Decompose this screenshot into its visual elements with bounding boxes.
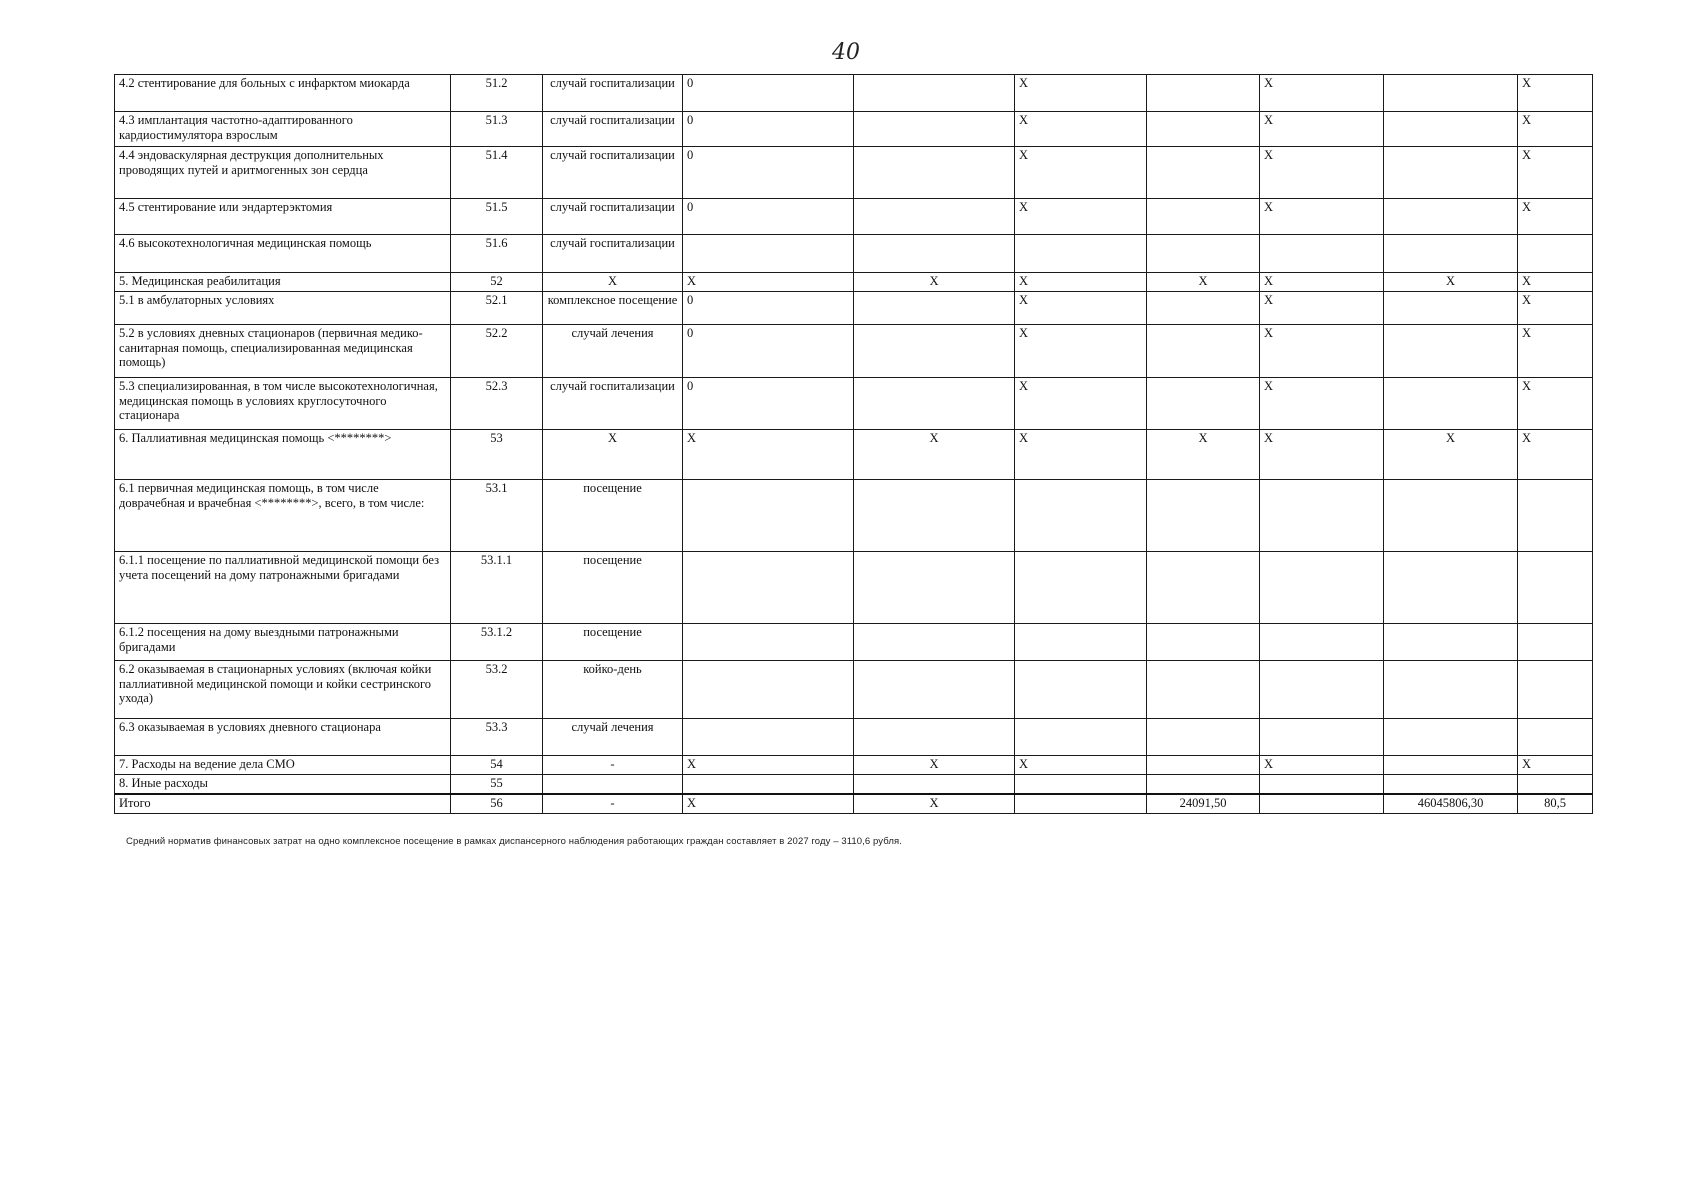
cell-col-6: X [1015, 378, 1147, 430]
row-name: 4.4 эндоваскулярная деструкция дополнительных проводящих путей и аритмогенных зон сердца [115, 147, 451, 199]
row-name: 5.2 в условиях дневных стационаров (первичная медико-санитарная помощь, специализированная медицинская помощь) [115, 325, 451, 378]
cell-col-5 [854, 480, 1015, 552]
table-row [115, 552, 1593, 624]
cell-col-10 [1518, 661, 1593, 719]
row-unit: посещение [543, 552, 683, 624]
cell-col-10 [1518, 775, 1593, 794]
cell-col-10: X [1518, 292, 1593, 325]
cell-col-5 [854, 292, 1015, 325]
cell-col-8 [1260, 775, 1384, 794]
table-row [115, 661, 1593, 719]
cell-col-9: 46045806,30 [1384, 794, 1518, 814]
cell-col-8: X [1260, 325, 1384, 378]
cell-col-7 [1147, 292, 1260, 325]
cell-col-7 [1147, 75, 1260, 112]
cell-col-10: X [1518, 199, 1593, 235]
cell-col-8: X [1260, 75, 1384, 112]
row-unit: комплексное посещение [543, 292, 683, 325]
cell-col-10 [1518, 480, 1593, 552]
row-name: 8. Иные расходы [115, 775, 451, 794]
cell-col-4 [683, 775, 854, 794]
footnote: Средний норматив финансовых затрат на одно комплексное посещение в рамках диспансерного наблюдения работающих граждан составляет в 2027 году – 3110,6 рубля. [126, 836, 902, 847]
cell-col-4 [683, 661, 854, 719]
cell-col-5: X [854, 794, 1015, 814]
cell-col-6: X [1015, 292, 1147, 325]
row-code: 51.5 [451, 199, 543, 235]
row-code: 51.3 [451, 112, 543, 147]
cell-col-7 [1147, 378, 1260, 430]
cell-col-5 [854, 719, 1015, 756]
cell-col-5 [854, 378, 1015, 430]
table-row [115, 624, 1593, 661]
cell-col-4: 0 [683, 199, 854, 235]
cell-col-8: X [1260, 378, 1384, 430]
cell-col-5: X [854, 756, 1015, 775]
cell-col-6 [1015, 480, 1147, 552]
cell-col-9 [1384, 112, 1518, 147]
table-row [115, 719, 1593, 756]
cell-col-6 [1015, 552, 1147, 624]
financing-norms-table [114, 74, 1593, 814]
row-unit: случай госпитализации [543, 75, 683, 112]
cell-col-10: X [1518, 756, 1593, 775]
cell-col-4: 0 [683, 112, 854, 147]
cell-col-7 [1147, 756, 1260, 775]
table-row [115, 273, 1593, 292]
table-row [115, 794, 1593, 814]
cell-col-6 [1015, 775, 1147, 794]
cell-col-6: X [1015, 147, 1147, 199]
cell-col-8 [1260, 719, 1384, 756]
cell-col-8 [1260, 661, 1384, 719]
cell-col-10: X [1518, 430, 1593, 480]
row-unit: посещение [543, 624, 683, 661]
cell-col-4: X [683, 430, 854, 480]
cell-col-4 [683, 719, 854, 756]
cell-col-6: X [1015, 112, 1147, 147]
table-row [115, 112, 1593, 147]
cell-col-9 [1384, 661, 1518, 719]
cell-col-4 [683, 552, 854, 624]
cell-col-6: X [1015, 325, 1147, 378]
cell-col-5 [854, 112, 1015, 147]
cell-col-9 [1384, 552, 1518, 624]
cell-col-6 [1015, 661, 1147, 719]
cell-col-5: X [854, 430, 1015, 480]
cell-col-4: X [683, 794, 854, 814]
row-name: 5. Медицинская реабилитация [115, 273, 451, 292]
cell-col-10: X [1518, 273, 1593, 292]
row-code: 53.1.1 [451, 552, 543, 624]
cell-col-10 [1518, 552, 1593, 624]
cell-col-7 [1147, 719, 1260, 756]
row-name: 4.3 имплантация частотно-адаптированного кардиостимулятора взрослым [115, 112, 451, 147]
row-name: 4.2 стентирование для больных с инфарктом миокарда [115, 75, 451, 112]
row-name: 6. Паллиативная медицинская помощь <********> [115, 430, 451, 480]
table-row [115, 199, 1593, 235]
row-name: 6.2 оказываемая в стационарных условиях (включая койки паллиативной медицинской помощи и койки сестринского ухода) [115, 661, 451, 719]
cell-col-4: X [683, 273, 854, 292]
row-unit: посещение [543, 480, 683, 552]
cell-col-7 [1147, 661, 1260, 719]
cell-col-10: X [1518, 147, 1593, 199]
cell-col-7: X [1147, 430, 1260, 480]
cell-col-10: 80,5 [1518, 794, 1593, 814]
row-name: 6.1.1 посещение по паллиативной медицинской помощи без учета посещений на дому патронажными бригадами [115, 552, 451, 624]
cell-col-5 [854, 199, 1015, 235]
cell-col-10: X [1518, 112, 1593, 147]
table-row [115, 325, 1593, 378]
row-unit: койко-день [543, 661, 683, 719]
cell-col-5 [854, 235, 1015, 273]
row-unit: случай госпитализации [543, 199, 683, 235]
row-unit: случай госпитализации [543, 147, 683, 199]
row-code: 51.2 [451, 75, 543, 112]
row-name: 6.1 первичная медицинская помощь, в том числе доврачебная и врачебная <********>, всего, в том числе: [115, 480, 451, 552]
row-code: 52 [451, 273, 543, 292]
table-row [115, 775, 1593, 794]
cell-col-6 [1015, 794, 1147, 814]
cell-col-7: 24091,50 [1147, 794, 1260, 814]
cell-col-9 [1384, 199, 1518, 235]
row-unit: случай госпитализации [543, 235, 683, 273]
row-unit: случай госпитализации [543, 112, 683, 147]
cell-col-5 [854, 325, 1015, 378]
table-row [115, 430, 1593, 480]
cell-col-9 [1384, 719, 1518, 756]
row-name: 6.3 оказываемая в условиях дневного стационара [115, 719, 451, 756]
cell-col-5 [854, 775, 1015, 794]
row-name: 7. Расходы на ведение дела СМО [115, 756, 451, 775]
row-unit: случай лечения [543, 719, 683, 756]
row-code: 56 [451, 794, 543, 814]
cell-col-5 [854, 147, 1015, 199]
cell-col-7 [1147, 325, 1260, 378]
row-code: 52.1 [451, 292, 543, 325]
cell-col-5 [854, 75, 1015, 112]
cell-col-5 [854, 661, 1015, 719]
table-row [115, 235, 1593, 273]
cell-col-9 [1384, 147, 1518, 199]
cell-col-8: X [1260, 430, 1384, 480]
row-name: 6.1.2 посещения на дому выездными патронажными бригадами [115, 624, 451, 661]
row-code: 53.2 [451, 661, 543, 719]
row-code: 52.2 [451, 325, 543, 378]
cell-col-8 [1260, 624, 1384, 661]
cell-col-8: X [1260, 292, 1384, 325]
row-code: 55 [451, 775, 543, 794]
table-row [115, 378, 1593, 430]
cell-col-4: 0 [683, 292, 854, 325]
cell-col-8 [1260, 794, 1384, 814]
cell-col-8 [1260, 235, 1384, 273]
cell-col-7 [1147, 112, 1260, 147]
row-code: 53.3 [451, 719, 543, 756]
row-name: Итого [115, 794, 451, 814]
cell-col-7 [1147, 552, 1260, 624]
cell-col-8 [1260, 480, 1384, 552]
cell-col-4: 0 [683, 147, 854, 199]
row-unit: X [543, 273, 683, 292]
row-unit: - [543, 794, 683, 814]
cell-col-9: X [1384, 430, 1518, 480]
row-name: 5.1 в амбулаторных условиях [115, 292, 451, 325]
cell-col-7 [1147, 480, 1260, 552]
cell-col-7 [1147, 199, 1260, 235]
cell-col-6: X [1015, 756, 1147, 775]
cell-col-9 [1384, 480, 1518, 552]
page-number: 40 [832, 40, 860, 65]
row-unit: случай лечения [543, 325, 683, 378]
row-unit [543, 775, 683, 794]
cell-col-9 [1384, 325, 1518, 378]
cell-col-10: X [1518, 325, 1593, 378]
cell-col-6: X [1015, 430, 1147, 480]
cell-col-4 [683, 235, 854, 273]
row-code: 53.1 [451, 480, 543, 552]
row-name: 4.5 стентирование или эндартерэктомия [115, 199, 451, 235]
cell-col-9 [1384, 756, 1518, 775]
cell-col-4: 0 [683, 75, 854, 112]
row-code: 53.1.2 [451, 624, 543, 661]
cell-col-7 [1147, 235, 1260, 273]
cell-col-9 [1384, 292, 1518, 325]
cell-col-5: X [854, 273, 1015, 292]
cell-col-10 [1518, 719, 1593, 756]
row-name: 4.6 высокотехнологичная медицинская помощь [115, 235, 451, 273]
cell-col-6: X [1015, 75, 1147, 112]
cell-col-5 [854, 624, 1015, 661]
cell-col-4 [683, 480, 854, 552]
row-code: 53 [451, 430, 543, 480]
cell-col-10 [1518, 624, 1593, 661]
cell-col-4 [683, 624, 854, 661]
row-name: 5.3 специализированная, в том числе высокотехнологичная, медицинская помощь в условиях круглосуточного стационара [115, 378, 451, 430]
row-unit: случай госпитализации [543, 378, 683, 430]
cell-col-8: X [1260, 199, 1384, 235]
row-unit: - [543, 756, 683, 775]
cell-col-8: X [1260, 756, 1384, 775]
cell-col-6 [1015, 624, 1147, 661]
cell-col-9 [1384, 75, 1518, 112]
row-code: 52.3 [451, 378, 543, 430]
cell-col-8 [1260, 552, 1384, 624]
cell-col-6: X [1015, 199, 1147, 235]
table-row [115, 480, 1593, 552]
cell-col-5 [854, 552, 1015, 624]
cell-col-4: X [683, 756, 854, 775]
row-code: 54 [451, 756, 543, 775]
cell-col-7 [1147, 775, 1260, 794]
table-row [115, 756, 1593, 775]
cell-col-7: X [1147, 273, 1260, 292]
cell-col-9 [1384, 624, 1518, 661]
cell-col-9 [1384, 235, 1518, 273]
row-code: 51.6 [451, 235, 543, 273]
cell-col-7 [1147, 147, 1260, 199]
cell-col-8: X [1260, 112, 1384, 147]
table-row [115, 292, 1593, 325]
row-unit: X [543, 430, 683, 480]
cell-col-10 [1518, 235, 1593, 273]
cell-col-9: X [1384, 273, 1518, 292]
cell-col-8: X [1260, 273, 1384, 292]
cell-col-6 [1015, 719, 1147, 756]
cell-col-6 [1015, 235, 1147, 273]
cell-col-10: X [1518, 378, 1593, 430]
cell-col-9 [1384, 775, 1518, 794]
cell-col-7 [1147, 624, 1260, 661]
cell-col-9 [1384, 378, 1518, 430]
cell-col-4: 0 [683, 378, 854, 430]
cell-col-8: X [1260, 147, 1384, 199]
cell-col-6: X [1015, 273, 1147, 292]
table-row [115, 75, 1593, 112]
row-code: 51.4 [451, 147, 543, 199]
table-row [115, 147, 1593, 199]
cell-col-4: 0 [683, 325, 854, 378]
cell-col-10: X [1518, 75, 1593, 112]
